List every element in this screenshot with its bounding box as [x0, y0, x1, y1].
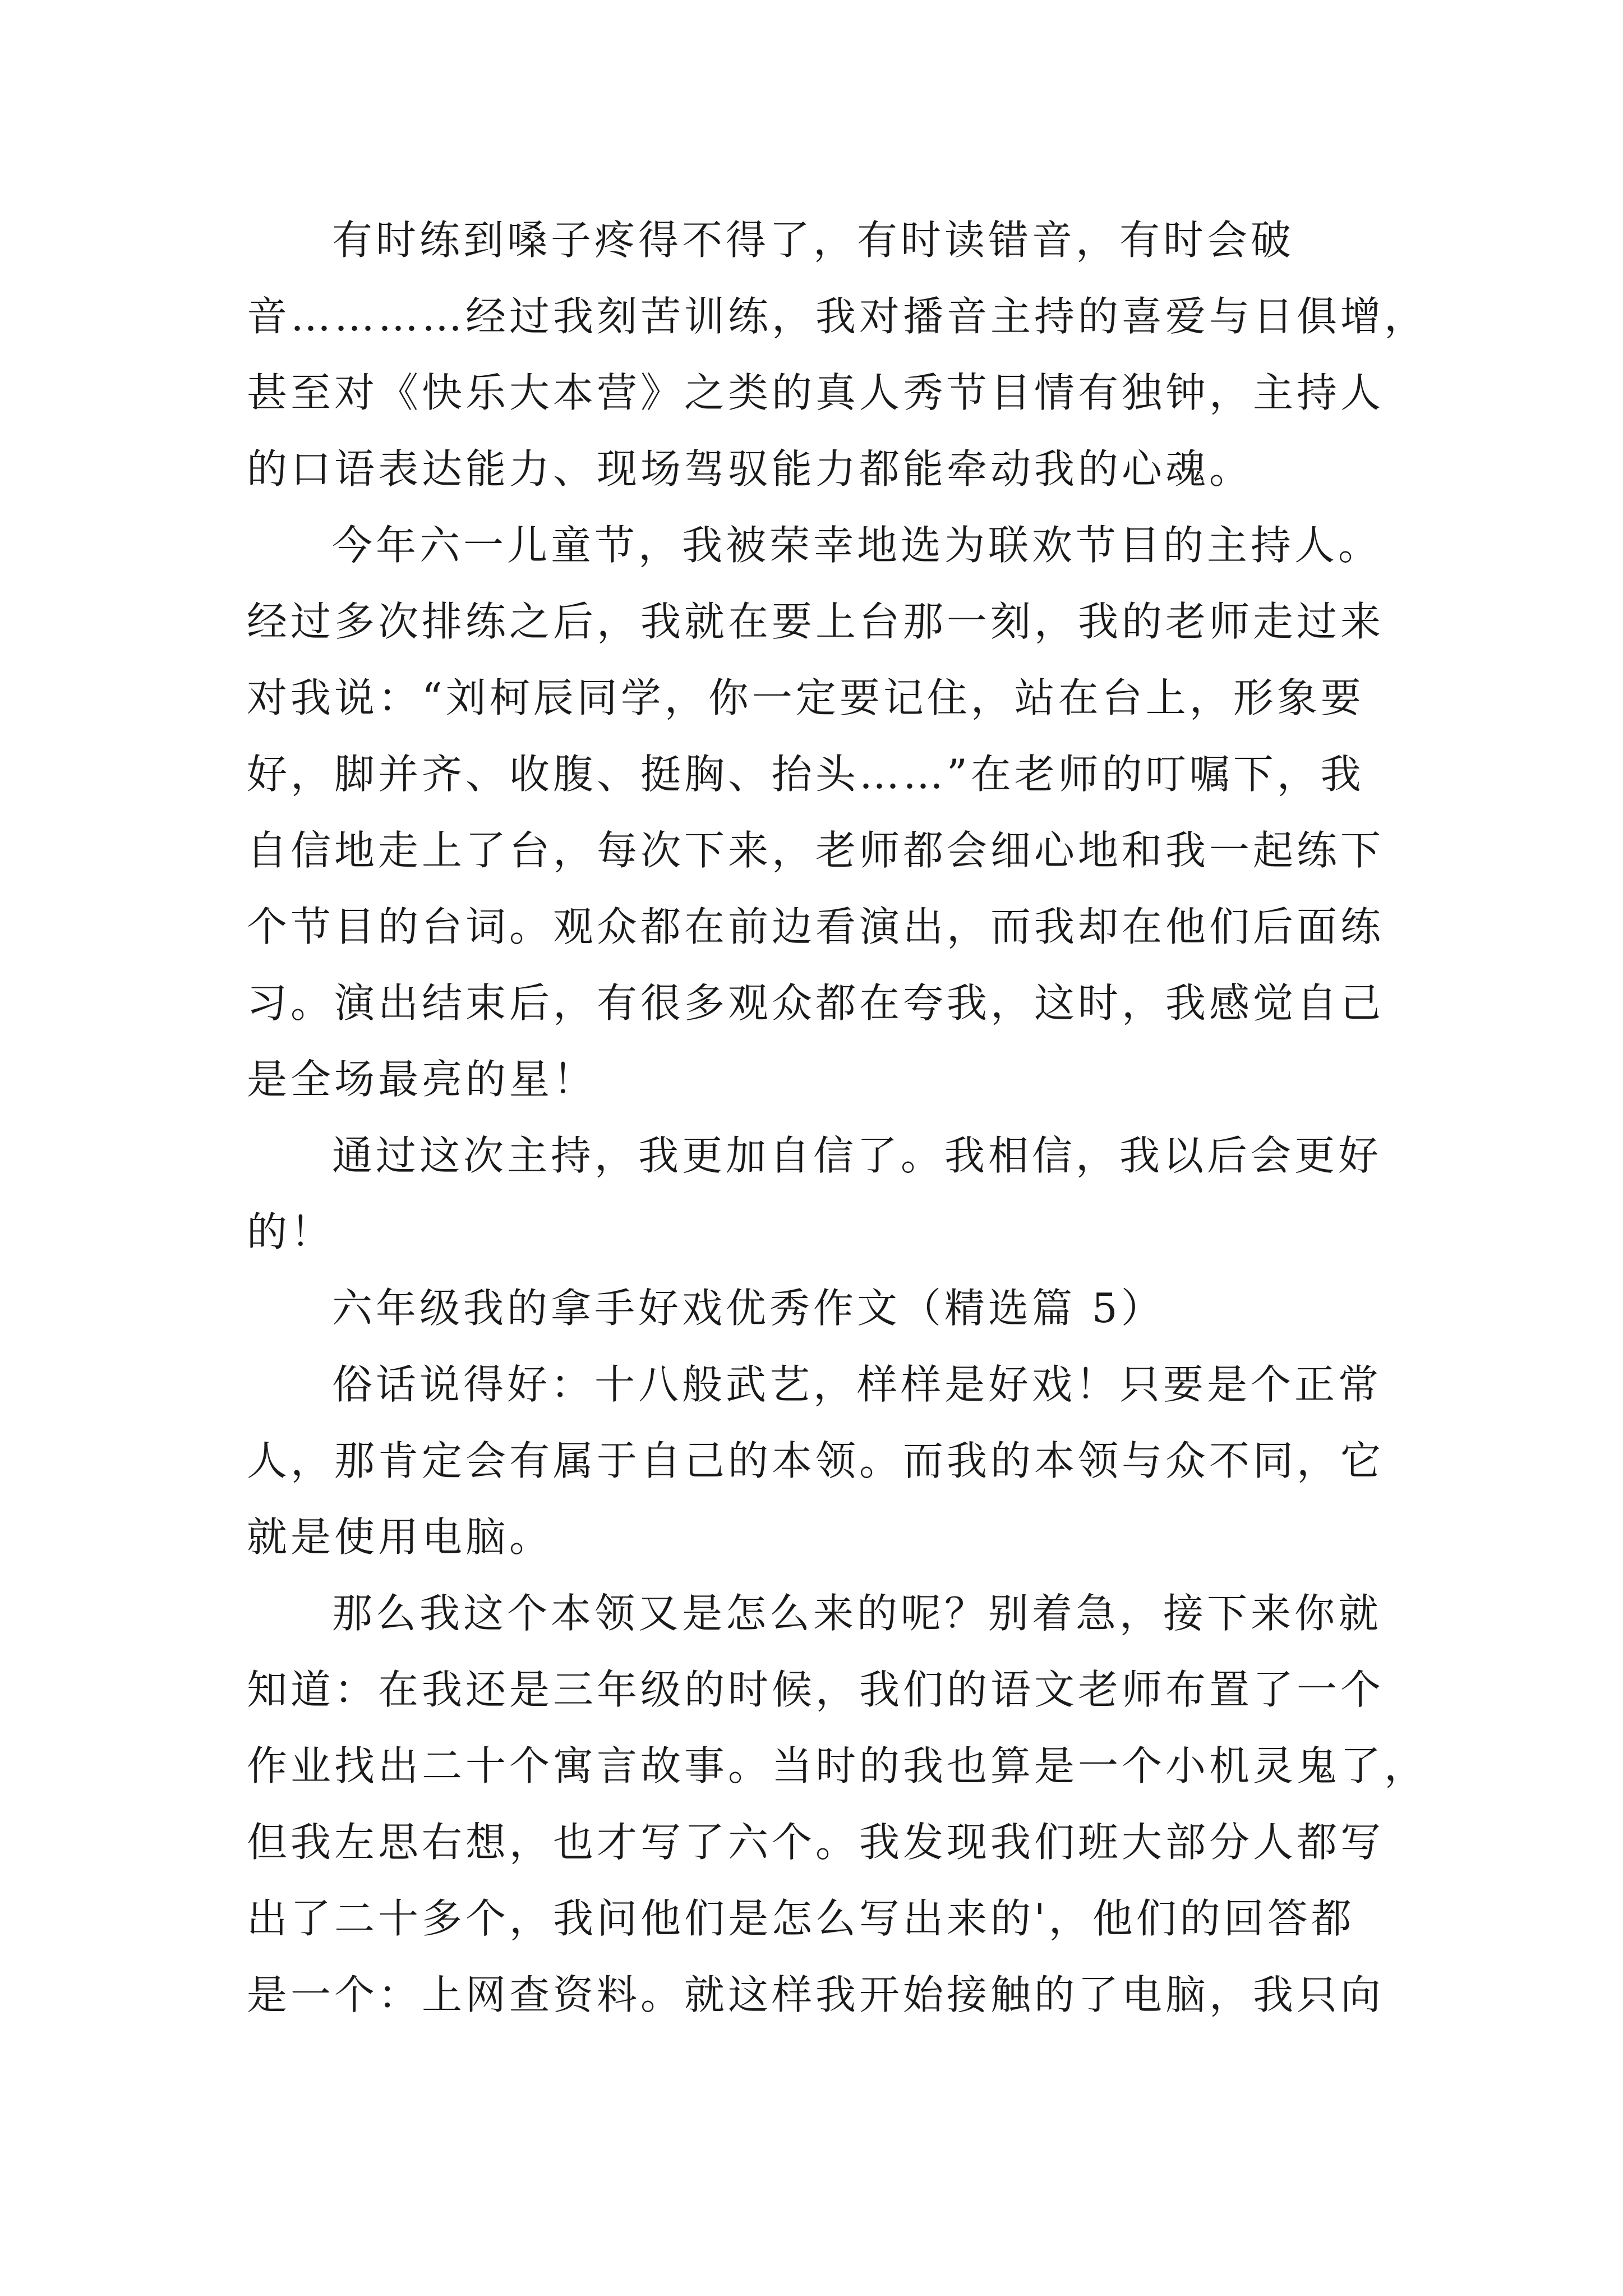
text-line: 音…………经过我刻苦训练，我对播音主持的喜爱与日俱增，: [247, 293, 1428, 340]
text-line: 通过这次主持，我更加自信了。我相信，我以后会更好: [332, 1132, 1382, 1179]
text-line: 但我左思右想，也才写了六个。我发现我们班大部分人都写: [247, 1819, 1385, 1866]
section-heading: 六年级我的拿手好戏优秀作文（精选篇 5）: [332, 1285, 1165, 1332]
text-line: 是一个：上网查资料。就这样我开始接触的了电脑，我只向: [247, 1971, 1385, 2018]
text-line: 那么我这个本领又是怎么来的呢？别着急，接下来你就: [332, 1590, 1382, 1637]
text-line: 的！: [247, 1208, 335, 1255]
text-line: 自信地走上了台，每次下来，老师都会细心地和我一起练下: [247, 827, 1385, 874]
text-line: 今年六一儿童节，我被荣幸地选为联欢节目的主持人。: [332, 522, 1382, 569]
text-line: 的口语表达能力、现场驾驭能力都能牵动我的心魂。: [247, 445, 1253, 493]
text-line: 经过多次排练之后，我就在要上台那一刻，我的老师走过来: [247, 598, 1385, 645]
text-line: 习。演出结束后，有很多观众都在夸我，这时，我感觉自己: [247, 979, 1385, 1027]
text-line: 对我说：“刘柯辰同学，你一定要记住，站在台上，形象要: [247, 674, 1364, 721]
text-line: 出了二十多个，我问他们是怎么写出来的'，他们的回答都: [247, 1895, 1355, 1942]
text-line: 有时练到嗓子疼得不得了，有时读错音，有时会破: [332, 217, 1295, 264]
text-line: 知道：在我还是三年级的时候，我们的语文老师布置了一个: [247, 1666, 1385, 1713]
text-line: 作业找出二十个寓言故事。当时的我也算是一个小机灵鬼了，: [247, 1742, 1428, 1789]
text-line: 人，那肯定会有属于自己的本领。而我的本领与众不同，它: [247, 1437, 1385, 1484]
essay-text: [247, 202, 1428, 2033]
text-line: 是全场最亮的星！: [247, 1056, 597, 1103]
text-line: 就是使用电脑。: [247, 1513, 554, 1561]
text-line: 好，脚并齐、收腹、挺胸、抬头……”在老师的叮嘱下，我: [247, 751, 1364, 798]
text-line: 个节目的台词。观众都在前边看演出，而我却在他们后面练: [247, 903, 1385, 950]
text-line: 甚至对《快乐大本营》之类的真人秀节目情有独钟，主持人: [247, 369, 1385, 416]
text-line: 俗话说得好：十八般武艺，样样是好戏！只要是个正常: [332, 1361, 1382, 1408]
